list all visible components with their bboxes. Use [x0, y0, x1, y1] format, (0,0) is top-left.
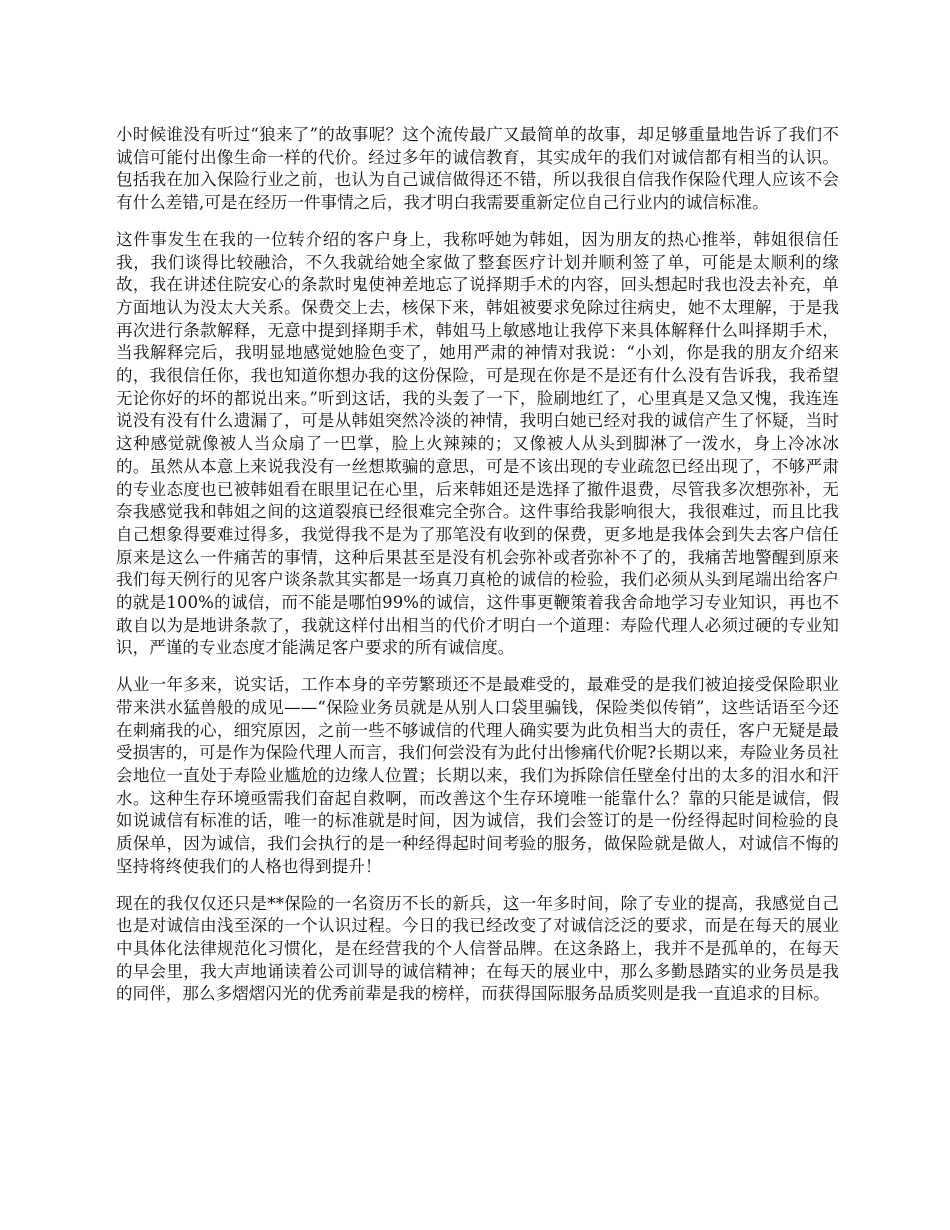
- paragraph-3: 从业一年多来，说实话，工作本身的辛劳繁琐还不是最难受的，最难受的是我们被迫接受保险职业带来洪水猛兽般的成见——“保险业务员就是从别人口袋里骗钱，保险类似传销”，这些话语至今还在刺痛我的心，细究原因，之前一些不够诚信的代理人确实要为此负相当大的责任，客户无疑是最受损害的，可是作为保险代理人而言，我们何尝没有为此付出惨痛代价呢?长期以来，寿险业务员社会地位一直处于寿险业尴尬的边缘人位置；长期以来，我们为拆除信任壁垒付出的太多的泪水和汗水。这种生存环境亟需我们奋起自救啊，而改善这个生存环境唯一能靠什么？靠的只能是诚信，假如说诚信有标准的话，唯一的标准就是时间，因为诚信，我们会签订的是一份经得起时间检验的良质保单，因为诚信，我们会执行的是一种经得起时间考验的服务，做保险就是做人，对诚信不悔的坚持将终使我们的人格也得到提升！: [116, 675, 839, 876]
- paragraph-2: 这件事发生在我的一位转介绍的客户身上，我称呼她为韩姐，因为朋友的热心推举，韩姐很信任我，我们谈得比较融洽，不久我就给她全家做了整套医疗计划并顺利签了单，可能是太顺利的缘故，我在讲述住院安心的条款时鬼使神差地忘了说择期手术的内容，回头想起时我也没去补充，单方面地认为没太大关系。保费交上去，核保下来，韩姐被要求免除过往病史，她不太理解，于是我再次进行条款解释，无意中提到择期手术，韩姐马上敏感地让我停下来具体解释什么叫择期手术，当我解释完后，我明显地感觉她脸色变了，她用严肃的神情对我说：“小刘，你是我的朋友介绍来的，我很信任你，我也知道你想办我的这份保险，可是现在你是不是还有什么没有告诉我，我希望无论你好的坏的都说出来。”听到这话，我的头轰了一下，脸刷地红了，心里真是又急又愧，我连连说没有没有什么遗漏了，可是从韩姐突然冷淡的神情，我明白她已经对我的诚信产生了怀疑，当时这种感觉就像被人当众扇了一巴掌，脸上火辣辣的；又像被人从头到脚淋了一泼水，身上冷冰冰的。虽然从本意上来说我没有一丝想欺骗的意思，可是不该出现的专业疏忽已经出现了，不够严肃的专业态度也已被韩姐看在眼里记在心里，后来韩姐还是选择了撤件退费，尽管我多次想弥补，无奈我感觉我和韩姐之间的这道裂痕已经很难完全弥合。这件事给我影响很大，我很难过，而且比我自己想象得要难过得多，我觉得我不是为了那笔没有收到的保费，更多地是我体会到失去客户信任原来是这么一件痛苦的事情，这种后果甚至是没有机会弥补或者弥补不了的，我痛苦地警醒到原来我们每天例行的见客户谈条款其实都是一场真刀真枪的诚信的检验，我们必须从头到尾端出给客户的就是100%的诚信，而不能是哪怕99%的诚信，这件事更鞭策着我舍命地学习专业知识，再也不敢自以为是地讲条款了，我就这样付出相当的代价才明白一个道理：寿险代理人必须过硬的专业知识，严谨的专业态度才能满足客户要求的所有诚信度。: [116, 229, 839, 658]
- paragraph-1: 小时候谁没有听过“狼来了”的故事呢？这个流传最广又最简单的故事，却足够重量地告诉了我们不诚信可能付出像生命一样的代价。经过多年的诚信教育，其实成年的我们对诚信都有相当的认识。包括我在加入保险行业之前，也认为自己诚信做得还不错，所以我很自信我作保险代理人应该不会有什么差错,可是在经历一件事情之后，我才明白我需要重新定位自己行业内的诚信标准。: [116, 125, 839, 213]
- paragraph-4: 现在的我仅仅还只是**保险的一名资历不长的新兵，这一年多时间，除了专业的提高，我感觉自己也是对诚信由浅至深的一个认识过程。今日的我已经改变了对诚信泛泛的要求，而是在每天的展业中具体化法律规范化习惯化，是在经营我的个人信誉品牌。在这条路上，我并不是孤单的，在每天的早会里，我大声地诵读着公司训导的诚信精神；在每天的展业中，那么多勤恳踏实的业务员是我的同伴，那么多熠熠闪光的优秀前辈是我的榜样，而获得国际服务品质奖则是我一直追求的目标。: [116, 893, 839, 1004]
- article-body: [116, 124, 839, 1020]
